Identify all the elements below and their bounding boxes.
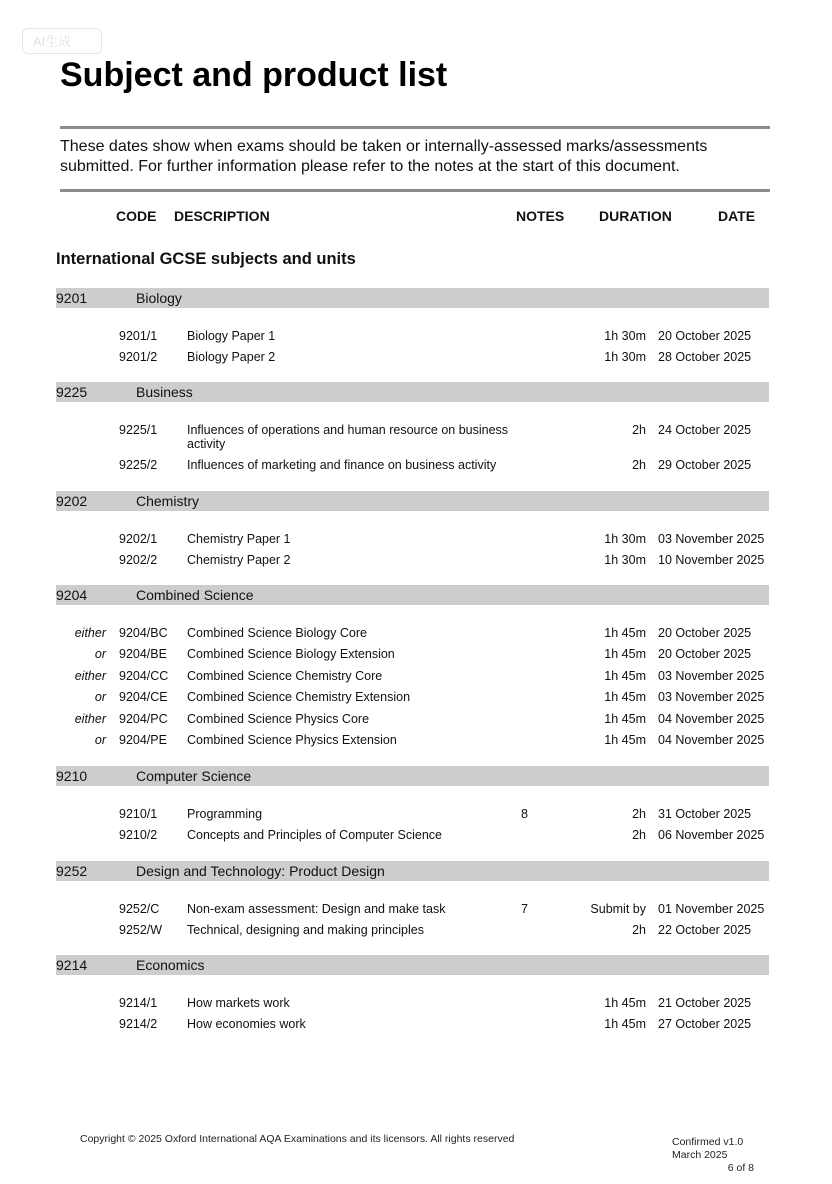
unit-code: 9210/1 bbox=[119, 807, 158, 821]
unit-date: 10 November 2025 bbox=[658, 553, 765, 567]
bottom-rule bbox=[60, 189, 770, 192]
subject-code: 9204 bbox=[56, 587, 88, 603]
unit-date: 31 October 2025 bbox=[658, 807, 752, 821]
unit-description: Biology Paper 2 bbox=[187, 350, 276, 364]
unit-code: 9204/CE bbox=[119, 690, 168, 704]
footer-page-number: 6 of 8 bbox=[727, 1162, 754, 1174]
unit-description: Combined Science Chemistry Core bbox=[187, 669, 383, 683]
subject-name: Computer Science bbox=[136, 768, 252, 784]
unit-code: 9204/PE bbox=[119, 733, 167, 747]
unit-code: 9204/BC bbox=[119, 626, 168, 640]
unit-duration: 1h 45m bbox=[604, 733, 646, 747]
unit-description: How markets work bbox=[187, 996, 290, 1010]
unit-code: 9214/1 bbox=[119, 996, 158, 1010]
unit-duration: 2h bbox=[632, 458, 646, 472]
unit-date: 22 October 2025 bbox=[658, 923, 752, 937]
top-rule bbox=[60, 126, 770, 129]
unit-description: Technical, designing and making principles bbox=[187, 923, 424, 937]
unit-code: 9225/1 bbox=[119, 423, 158, 437]
subject-code: 9201 bbox=[56, 290, 88, 306]
unit-description: Combined Science Physics Core bbox=[187, 712, 370, 726]
unit-code: 9204/PC bbox=[119, 712, 168, 726]
subject-name: Design and Technology: Product Design bbox=[136, 863, 385, 879]
unit-option: or bbox=[94, 647, 106, 661]
footer-version: Confirmed v1.0 bbox=[672, 1136, 744, 1148]
unit-date: 24 October 2025 bbox=[658, 423, 752, 437]
unit-duration: 1h 45m bbox=[604, 647, 646, 661]
unit-duration: 1h 45m bbox=[604, 1017, 646, 1031]
unit-date: 04 November 2025 bbox=[658, 733, 765, 747]
column-header-description: DESCRIPTION bbox=[174, 208, 270, 224]
unit-date: 01 November 2025 bbox=[658, 902, 765, 916]
unit-duration: 1h 30m bbox=[604, 532, 646, 546]
unit-notes: 8 bbox=[521, 807, 528, 821]
unit-description: Combined Science Biology Extension bbox=[187, 647, 395, 661]
unit-date: 04 November 2025 bbox=[658, 712, 765, 726]
unit-duration: 1h 30m bbox=[604, 553, 646, 567]
unit-date: 03 November 2025 bbox=[658, 532, 765, 546]
subject-header bbox=[56, 491, 769, 511]
subject-code: 9214 bbox=[56, 957, 88, 973]
subject-name: Business bbox=[136, 384, 193, 400]
unit-code: 9225/2 bbox=[119, 458, 158, 472]
unit-option: either bbox=[74, 669, 106, 683]
unit-description: Chemistry Paper 1 bbox=[187, 532, 291, 546]
unit-date: 20 October 2025 bbox=[658, 647, 752, 661]
subject-code: 9202 bbox=[56, 493, 88, 509]
section-heading: International GCSE subjects and units bbox=[56, 250, 356, 268]
column-header-code: CODE bbox=[116, 208, 157, 224]
unit-description: Biology Paper 1 bbox=[187, 329, 276, 343]
unit-duration: 1h 45m bbox=[604, 690, 646, 704]
unit-duration: Submit by bbox=[590, 902, 646, 916]
unit-option: or bbox=[94, 690, 106, 704]
unit-duration: 2h bbox=[632, 828, 646, 842]
unit-description: How economies work bbox=[187, 1017, 306, 1031]
unit-code: 9201/1 bbox=[119, 329, 158, 343]
unit-duration: 1h 45m bbox=[604, 996, 646, 1010]
subject-header bbox=[56, 861, 769, 881]
unit-notes: 7 bbox=[521, 902, 528, 916]
column-header-duration: DURATION bbox=[599, 208, 672, 224]
subject-header bbox=[56, 955, 769, 975]
unit-duration: 1h 45m bbox=[604, 712, 646, 726]
subject-header bbox=[56, 585, 769, 605]
unit-description: Concepts and Principles of Computer Science bbox=[187, 828, 442, 842]
unit-duration: 2h bbox=[632, 923, 646, 937]
intro-text: These dates show when exams should be taken or internally-assessed marks/assessments submitted. For further information please refer to the notes at the start of this document. bbox=[60, 138, 708, 175]
unit-date: 29 October 2025 bbox=[658, 458, 752, 472]
subject-name: Combined Science bbox=[136, 587, 254, 603]
unit-date: 06 November 2025 bbox=[658, 828, 765, 842]
unit-option: or bbox=[94, 733, 106, 747]
unit-date: 27 October 2025 bbox=[658, 1017, 752, 1031]
unit-code: 9202/2 bbox=[119, 553, 158, 567]
unit-code: 9252/C bbox=[119, 902, 160, 916]
unit-description: Combined Science Physics Extension bbox=[187, 733, 397, 747]
subject-header bbox=[56, 766, 769, 786]
subject-name: Biology bbox=[136, 290, 182, 306]
unit-description: Influences of operations and human resource on business activity bbox=[187, 423, 509, 451]
footer-date: March 2025 bbox=[672, 1149, 728, 1161]
subject-code: 9210 bbox=[56, 768, 88, 784]
page-title: Subject and product list bbox=[60, 56, 448, 94]
unit-duration: 1h 30m bbox=[604, 350, 646, 364]
ai-generated-badge: AI生成 bbox=[22, 28, 102, 54]
unit-description: Combined Science Chemistry Extension bbox=[187, 690, 411, 704]
unit-option: either bbox=[74, 712, 106, 726]
unit-date: 20 October 2025 bbox=[658, 329, 752, 343]
column-header-notes: NOTES bbox=[516, 208, 565, 224]
unit-code: 9201/2 bbox=[119, 350, 158, 364]
subject-header bbox=[56, 382, 769, 402]
subject-code: 9252 bbox=[56, 863, 88, 879]
unit-date: 21 October 2025 bbox=[658, 996, 752, 1010]
subject-header bbox=[56, 288, 769, 308]
unit-code: 9210/2 bbox=[119, 828, 158, 842]
unit-code: 9252/W bbox=[119, 923, 163, 937]
column-header-date: DATE bbox=[718, 208, 756, 224]
unit-option: either bbox=[74, 626, 106, 640]
unit-description: Influences of marketing and finance on business activity bbox=[187, 458, 497, 472]
subject-code: 9225 bbox=[56, 384, 88, 400]
unit-date: 20 October 2025 bbox=[658, 626, 752, 640]
unit-duration: 2h bbox=[632, 807, 646, 821]
unit-description: Programming bbox=[187, 807, 263, 821]
unit-description: Chemistry Paper 2 bbox=[187, 553, 291, 567]
unit-date: 03 November 2025 bbox=[658, 690, 765, 704]
unit-duration: 1h 45m bbox=[604, 669, 646, 683]
unit-description: Combined Science Biology Core bbox=[187, 626, 367, 640]
unit-code: 9204/BE bbox=[119, 647, 167, 661]
subject-name: Economics bbox=[136, 957, 205, 973]
unit-code: 9214/2 bbox=[119, 1017, 158, 1031]
unit-date: 03 November 2025 bbox=[658, 669, 765, 683]
unit-duration: 1h 30m bbox=[604, 329, 646, 343]
footer-copyright: Copyright © 2025 Oxford International AQA Examinations and its licensors. All rights reserved bbox=[80, 1133, 515, 1145]
unit-date: 28 October 2025 bbox=[658, 350, 752, 364]
unit-duration: 1h 45m bbox=[604, 626, 646, 640]
unit-duration: 2h bbox=[632, 423, 646, 437]
unit-code: 9204/CC bbox=[119, 669, 169, 683]
unit-code: 9202/1 bbox=[119, 532, 158, 546]
footer-info bbox=[672, 1136, 754, 1175]
subject-name: Chemistry bbox=[136, 493, 200, 509]
unit-description: Non-exam assessment: Design and make task bbox=[187, 902, 446, 916]
